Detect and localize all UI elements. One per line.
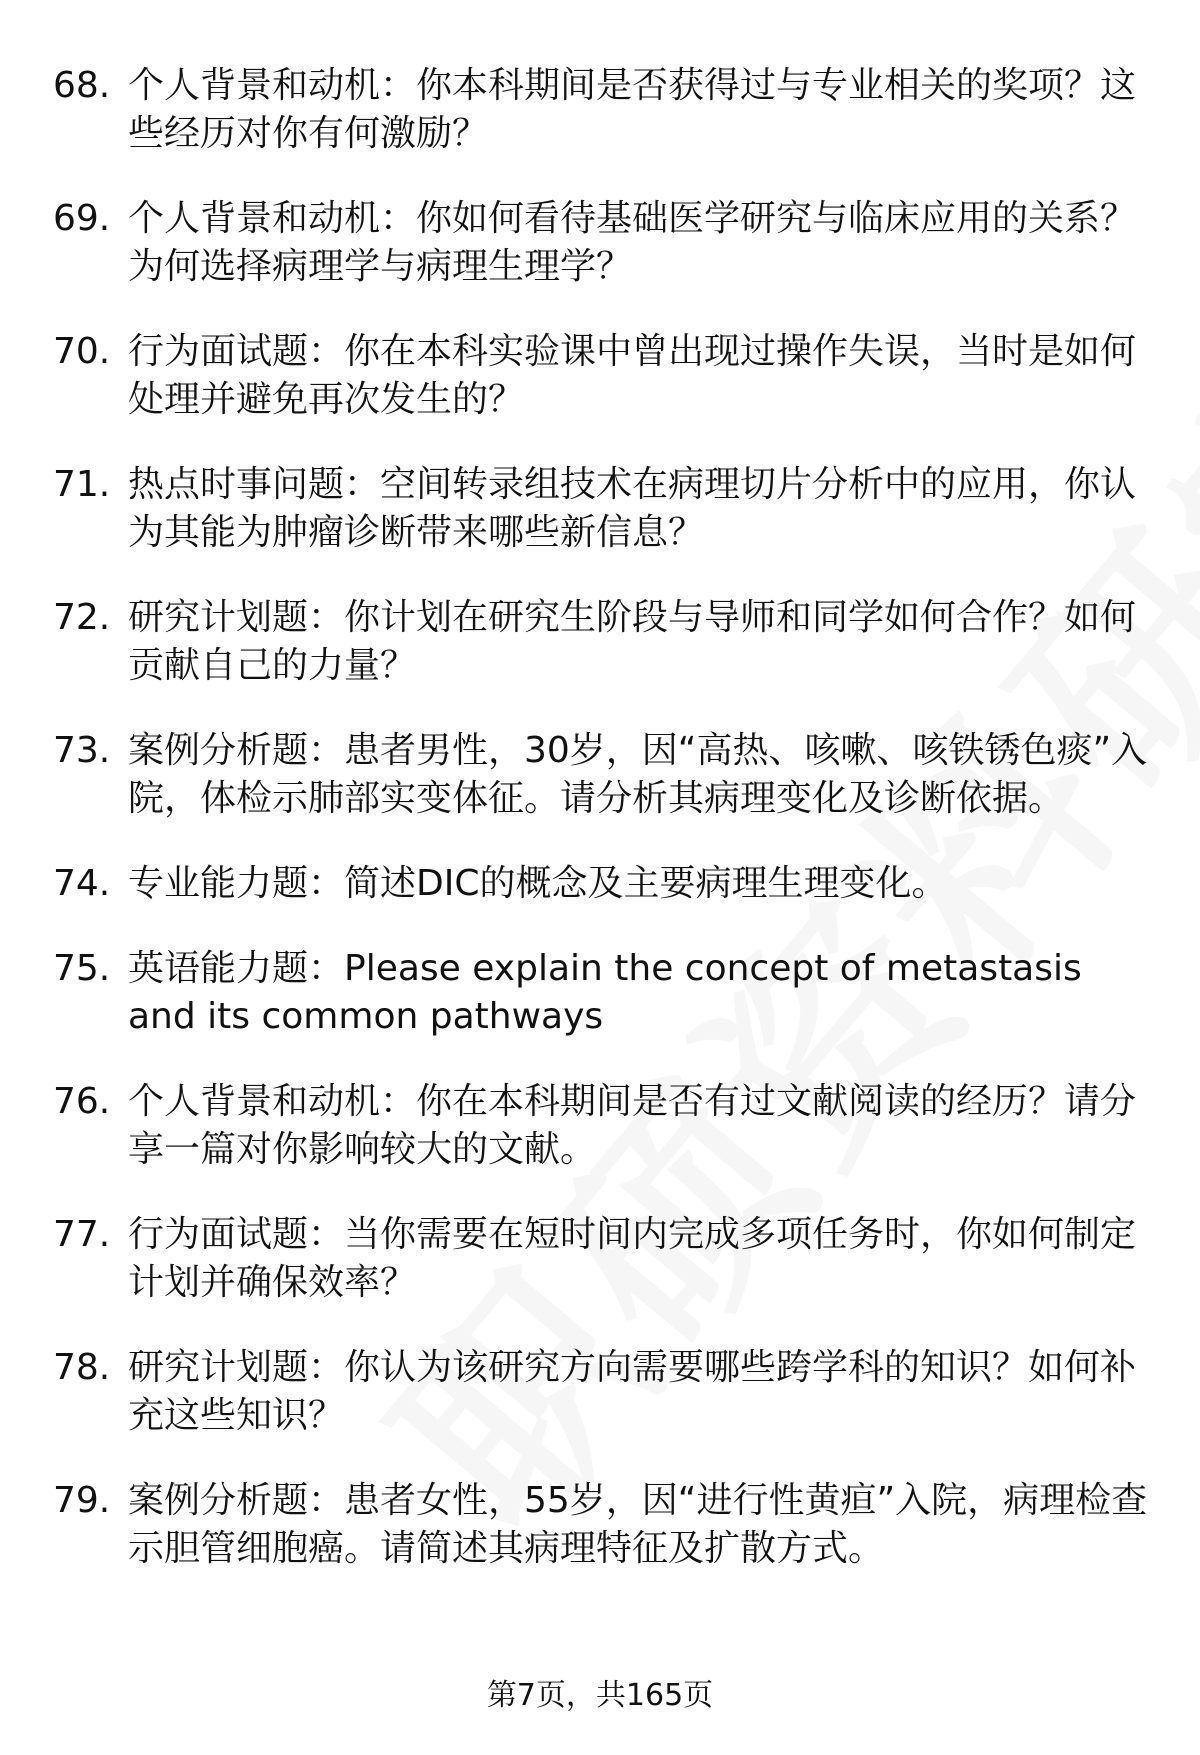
item-number: 74.	[53, 863, 111, 904]
item-text: 案例分析题：患者男性，30岁，因“高热、咳嗽、咳铁锈色痰”入院，体检示肺部实变体征。请分析其病理变化及诊断依据。	[128, 730, 1148, 819]
list-item	[53, 1344, 1163, 1440]
page-footer: 第7页，共165页	[486, 1678, 714, 1713]
list-item	[53, 1078, 1163, 1174]
list-item	[53, 328, 1163, 424]
list-item	[53, 727, 1163, 823]
list-item	[53, 461, 1163, 557]
item-text: 个人背景和动机：你本科期间是否获得过与专业相关的奖项？这些经历对你有何激励？	[128, 65, 1137, 154]
item-number: 79.	[53, 1480, 111, 1521]
item-number: 69.	[53, 198, 111, 239]
item-text: 行为面试题：当你需要在短时间内完成多项任务时，你如何制定计划并确保效率？	[128, 1214, 1137, 1303]
item-text: 行为面试题：你在本科实验课中曾出现过操作失误，当时是如何处理并避免再次发生的？	[128, 331, 1137, 420]
item-text: 个人背景和动机：你如何看待基础医学研究与临床应用的关系？为何选择病理学与病理生理学？	[128, 198, 1137, 287]
list-item	[53, 195, 1163, 291]
item-number: 71.	[53, 464, 111, 505]
item-text: 英语能力题：Please explain the concept of metastasis and its common pathways	[128, 948, 1082, 1037]
list-item	[53, 860, 1163, 908]
item-number: 78.	[53, 1347, 111, 1388]
list-item	[53, 594, 1163, 690]
list-item	[53, 62, 1163, 158]
item-number: 73.	[53, 730, 111, 771]
item-number: 70.	[53, 331, 111, 372]
item-text: 案例分析题：患者女性，55岁，因“进行性黄疸”入院，病理检查示胆管细胞癌。请简述其病理特征及扩散方式。	[128, 1480, 1148, 1569]
item-number: 75.	[53, 948, 111, 989]
list-item	[53, 945, 1163, 1041]
question-list	[53, 62, 1163, 1610]
item-number: 68.	[53, 65, 111, 106]
item-text: 个人背景和动机：你在本科期间是否有过文献阅读的经历？请分享一篇对你影响较大的文献。	[128, 1081, 1137, 1170]
list-item	[53, 1211, 1163, 1307]
item-text: 研究计划题：你认为该研究方向需要哪些跨学科的知识？如何补充这些知识？	[128, 1347, 1137, 1436]
item-text: 专业能力题：简述DIC的概念及主要病理生理变化。	[128, 863, 948, 904]
item-number: 76.	[53, 1081, 111, 1122]
item-number: 77.	[53, 1214, 111, 1255]
item-number: 72.	[53, 597, 111, 638]
item-text: 热点时事问题：空间转录组技术在病理切片分析中的应用，你认为其能为肿瘤诊断带来哪些新信息？	[128, 464, 1137, 553]
item-text: 研究计划题：你计划在研究生阶段与导师和同学如何合作？如何贡献自己的力量？	[128, 597, 1137, 686]
list-item	[53, 1477, 1163, 1573]
